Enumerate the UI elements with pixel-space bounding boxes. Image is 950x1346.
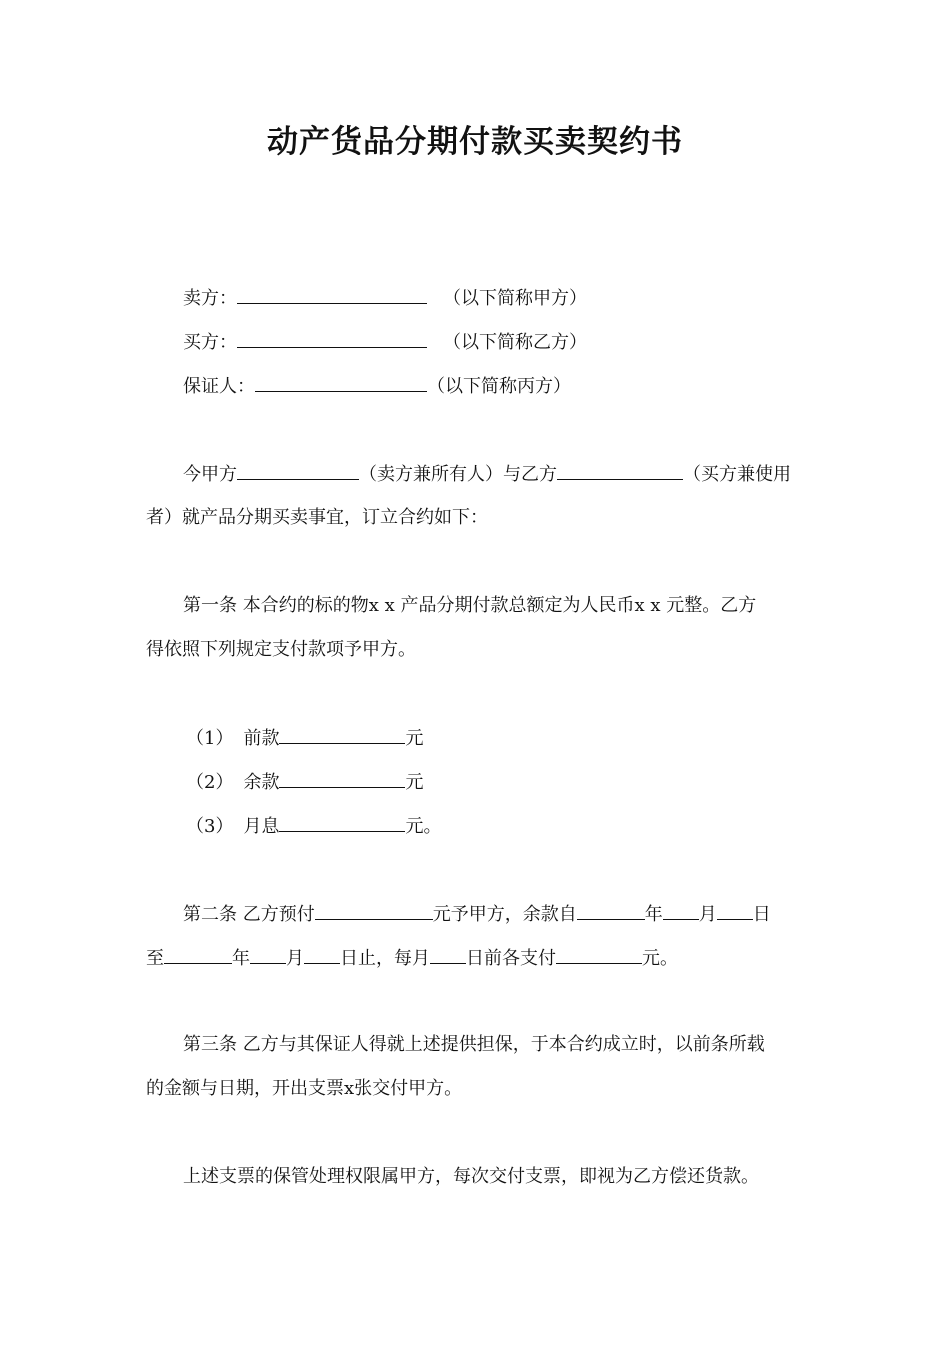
buyer-line (183, 329, 587, 355)
end-day-blank[interactable] (304, 945, 340, 964)
item-1-blank[interactable] (279, 725, 405, 744)
before-text: 日前各支付 (466, 948, 556, 969)
seller-line (183, 285, 587, 311)
intro-line-1 (183, 461, 791, 487)
start-year-blank[interactable] (577, 901, 645, 920)
month-text-1: 月 (698, 904, 717, 925)
month-text-2: 月 (286, 948, 304, 969)
item-2-blank[interactable] (279, 769, 405, 788)
guarantor-blank[interactable] (255, 373, 427, 392)
item-1 (186, 725, 423, 751)
item-2-suffix: 元 (405, 772, 424, 793)
day-text-1: 日 (752, 904, 771, 925)
seller-note: （以下简称甲方） (443, 288, 587, 309)
item-3 (186, 813, 441, 839)
monthly-amount-blank[interactable] (556, 945, 642, 964)
yuan-text: 元。 (642, 948, 678, 969)
intro-text-3: （买方兼使用 (683, 464, 791, 485)
party-b-blank[interactable] (557, 461, 683, 480)
item-2-number: （2） (186, 772, 234, 793)
start-month-blank[interactable] (663, 901, 699, 920)
item-1-suffix: 元 (405, 728, 424, 749)
item-2 (186, 769, 423, 795)
end-year-blank[interactable] (164, 945, 232, 964)
article2-line-1 (183, 901, 771, 927)
item-3-number: （3） (186, 816, 234, 837)
item-3-blank[interactable] (279, 813, 405, 832)
to-text: 至 (146, 948, 164, 969)
end-month-blank[interactable] (250, 945, 286, 964)
article3-line-2: 的金额与日期，开出支票x张交付甲方。 (146, 1078, 463, 1099)
item-1-number: （1） (186, 728, 234, 749)
article3-line-1: 第三条 乙方与其保证人得就上述提供担保，于本合约成立时，以前条所载 (183, 1034, 765, 1055)
article2-line-2 (146, 945, 678, 971)
document-title: 动产货品分期付款买卖契约书 (267, 124, 683, 160)
item-3-suffix: 元。 (405, 816, 442, 837)
item-2-label: 余款 (243, 772, 280, 793)
year-text-2: 年 (232, 948, 250, 969)
article2-text-b: 元予甲方，余款自 (432, 904, 577, 925)
monthly-day-blank[interactable] (430, 945, 466, 964)
prepay-blank[interactable] (315, 901, 433, 920)
article2-text-a: 第二条 乙方预付 (183, 904, 315, 925)
end-text: 日止，每月 (340, 948, 430, 969)
item-3-label: 月息 (243, 816, 280, 837)
intro-text-2: （卖方兼所有人）与乙方 (359, 464, 557, 485)
article1-line-2: 得依照下列规定支付款项予甲方。 (146, 639, 416, 660)
buyer-blank[interactable] (237, 329, 427, 348)
guarantor-label: 保证人： (183, 376, 255, 397)
intro-line-2: 者）就产品分期买卖事宜，订立合约如下： (146, 507, 488, 528)
guarantor-line (183, 373, 571, 399)
seller-blank[interactable] (237, 285, 427, 304)
seller-label: 卖方： (183, 288, 237, 309)
guarantor-note: （以下简称丙方） (427, 376, 571, 397)
buyer-label: 买方： (183, 332, 237, 353)
party-a-blank[interactable] (237, 461, 359, 480)
intro-text-1: 今甲方 (183, 464, 237, 485)
buyer-note: （以下简称乙方） (443, 332, 587, 353)
start-day-blank[interactable] (717, 901, 753, 920)
closing-line: 上述支票的保管处理权限属甲方，每次交付支票，即视为乙方偿还货款。 (183, 1166, 759, 1187)
article1-line-1: 第一条 本合约的标的物x x 产品分期付款总额定为人民币x x 元整。乙方 (183, 595, 757, 616)
year-text-1: 年 (644, 904, 663, 925)
item-1-label: 前款 (243, 728, 280, 749)
